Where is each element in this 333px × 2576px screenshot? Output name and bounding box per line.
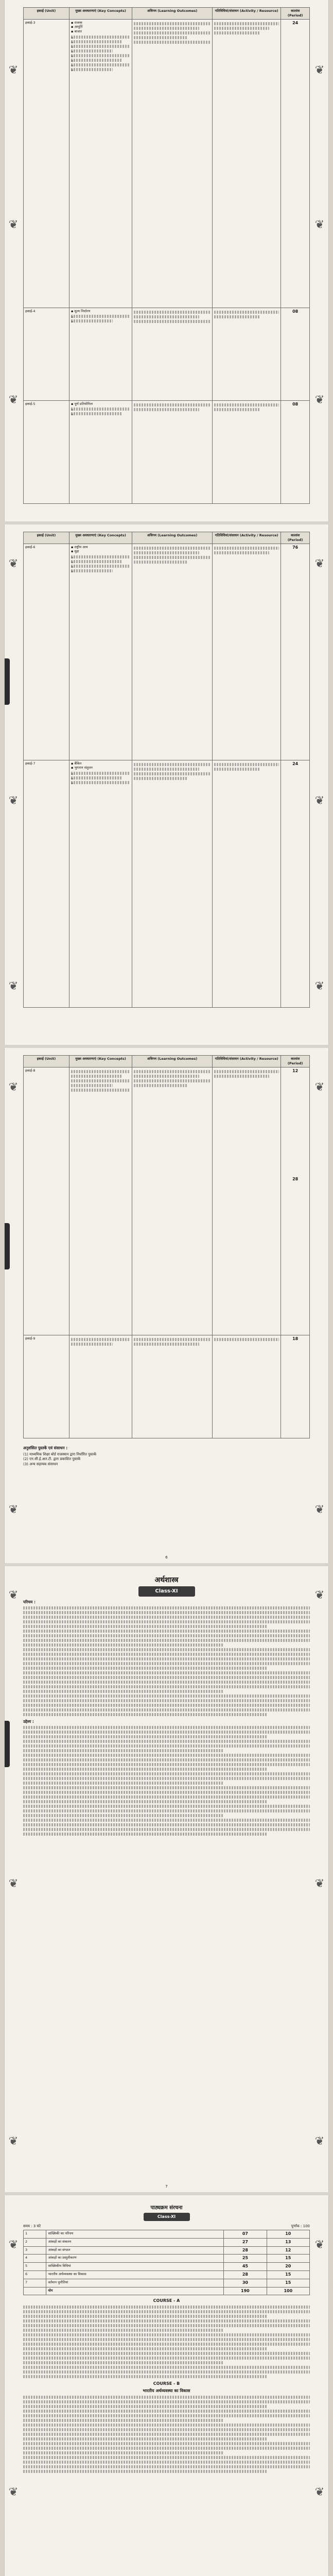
period-cell: 08 xyxy=(281,308,310,400)
leaf-ornament-icon: ❦ xyxy=(314,557,325,570)
key-concepts-cell: ▪ राजस्व ▪ आपूर्ति ▪ बाजार ▪ ▪ ▪ ▪ ▪ ▪ ▪ ▪ xyxy=(69,19,132,308)
col-key: मुख्य अवधारणाएं (Key Concepts) xyxy=(69,532,132,544)
leaf-ornament-icon: ❦ xyxy=(314,980,325,993)
page-number: 6 xyxy=(165,1555,168,1560)
col-outcome: अधिगम (Learning Outcomes) xyxy=(132,1056,213,1067)
period-cell: 12 28 xyxy=(281,1067,310,1335)
activity-cell xyxy=(212,760,281,1007)
activity-cell xyxy=(212,1067,281,1335)
leaf-ornament-icon: ❦ xyxy=(314,1081,325,1094)
key-concepts-cell xyxy=(69,1067,132,1335)
unit-cell: इकाई-5 xyxy=(24,400,69,503)
outcome-cell xyxy=(132,544,213,760)
leaf-ornament-icon: ❦ xyxy=(8,1081,19,1094)
course-b-heading: COURSE - B xyxy=(153,2381,180,2386)
objectives-heading: उद्देश्य : xyxy=(23,1719,34,1724)
page-number: 7 xyxy=(165,2184,168,2189)
period-cell: 24 xyxy=(281,760,310,1007)
outcome-cell xyxy=(132,760,213,1007)
col-activity: गतिविधियां/संसाधन (Activity / Resource) xyxy=(212,8,281,20)
period-cell: 18 xyxy=(281,1335,310,1438)
total-row: योग 190 100 xyxy=(24,2287,310,2295)
class-banner: Class-XI xyxy=(138,1586,195,1597)
course-a-heading: COURSE - A xyxy=(153,2298,180,2303)
course-b-text xyxy=(23,2396,310,2473)
unit-cell: इकाई-6 xyxy=(24,544,69,760)
key-concepts-cell: ▪ राष्ट्रीय आय ▪ मुद्रा ▪ ▪ ▪ ▪ xyxy=(69,544,132,760)
intro-text xyxy=(23,1606,310,1716)
page-3 xyxy=(4,1048,329,1563)
structure-table xyxy=(23,2230,310,2295)
curriculum-table xyxy=(23,1055,310,1438)
activity-cell xyxy=(212,1335,281,1438)
footnote-line: (1) माध्यमिक शिक्षा बोर्ड राजस्थान द्वारा निर्धारित पुस्तकें xyxy=(23,1452,97,1456)
footnote-title: अनुशंसित पुस्तकें एवं संसाधन : xyxy=(23,1445,68,1450)
col-period: कालांश (Period) xyxy=(281,532,310,544)
page-1 xyxy=(4,0,329,521)
period-cell: 08 xyxy=(281,400,310,503)
leaf-ornament-icon: ❦ xyxy=(314,1503,325,1516)
curriculum-table xyxy=(23,532,310,1008)
leaf-ornament-icon: ❦ xyxy=(8,218,19,231)
footnote-line: (2) एन.सी.ई.आर.टी. द्वारा प्रकाशित पुस्तकें xyxy=(23,1457,81,1462)
col-key: मुख्य अवधारणाएं (Key Concepts) xyxy=(69,8,132,20)
leaf-ornament-icon: ❦ xyxy=(8,980,19,993)
course-b-title: भारतीय अर्थव्यवस्था का विकास xyxy=(143,2388,190,2393)
table-row: 1 सांख्यिकी का परिचय 07 10 xyxy=(24,2230,310,2238)
leaf-ornament-icon: ❦ xyxy=(8,1877,19,1890)
leaf-ornament-icon: ❦ xyxy=(8,1589,19,1602)
leaf-ornament-icon: ❦ xyxy=(314,1877,325,1890)
outcome-cell xyxy=(132,1335,213,1438)
outcome-cell xyxy=(132,400,213,503)
leaf-ornament-icon: ❦ xyxy=(314,794,325,807)
leaf-ornament-icon: ❦ xyxy=(314,2239,325,2251)
activity-cell xyxy=(212,544,281,760)
col-period: कालांश (Period) xyxy=(281,8,310,20)
side-tab xyxy=(5,1223,10,1269)
exam-meta xyxy=(23,2224,310,2229)
activity-cell xyxy=(212,19,281,308)
col-activity: गतिविधियां/संसाधन (Activity / Resource) xyxy=(212,532,281,544)
col-outcome: अधिगम (Learning Outcomes) xyxy=(132,8,213,20)
outcome-cell xyxy=(132,19,213,308)
table-row: 2 आंकड़ों का संकलन 27 13 xyxy=(24,2238,310,2246)
leaf-ornament-icon: ❦ xyxy=(314,218,325,231)
exam-time: समय : 3 घंटे xyxy=(23,2224,41,2228)
footnote-line: (3) अन्य सहायक संसाधन xyxy=(23,1462,58,1466)
leaf-ornament-icon: ❦ xyxy=(314,1589,325,1602)
outcome-cell xyxy=(132,308,213,400)
leaf-ornament-icon: ❦ xyxy=(8,64,19,77)
leaf-ornament-icon: ❦ xyxy=(314,2486,325,2499)
period-cell: 24 xyxy=(281,19,310,308)
activity-cell xyxy=(212,400,281,503)
page-4 xyxy=(4,1566,329,2192)
table-row: 3 आंकड़ों का संगठन 28 12 xyxy=(24,2246,310,2255)
leaf-ornament-icon: ❦ xyxy=(8,557,19,570)
page-5 xyxy=(4,2195,329,2576)
course-a-text xyxy=(23,2306,310,2378)
exam-marks: पूर्णांक : 100 xyxy=(291,2224,310,2228)
activity-cell xyxy=(212,308,281,400)
key-concepts-cell: ▪ बैंकिंग ▪ भुगतान संतुलन ▪ ▪ ▪ xyxy=(69,760,132,1007)
key-concepts-cell xyxy=(69,1335,132,1438)
curriculum-table xyxy=(23,7,310,504)
table-row: 6 भारतीय अर्थव्यवस्था का विकास 28 15 xyxy=(24,2270,310,2279)
col-unit: इकाई (Unit) xyxy=(24,8,69,20)
leaf-ornament-icon: ❦ xyxy=(8,794,19,807)
side-tab xyxy=(5,658,10,705)
leaf-ornament-icon: ❦ xyxy=(314,64,325,77)
leaf-ornament-icon: ❦ xyxy=(8,2135,19,2148)
col-unit: इकाई (Unit) xyxy=(24,1056,69,1067)
leaf-ornament-icon: ❦ xyxy=(314,394,325,406)
leaf-ornament-icon: ❦ xyxy=(8,2486,19,2499)
table-row: 5 सांख्यिकीय विधियां 45 20 xyxy=(24,2263,310,2271)
unit-cell: इकाई-3 xyxy=(24,19,69,308)
side-tab xyxy=(5,1721,10,1767)
key-concepts-cell: ▪ मूल्य निर्धारण ▪ ▪ xyxy=(69,308,132,400)
col-activity: गतिविधियां/संसाधन (Activity / Resource) xyxy=(212,1056,281,1067)
period-cell: 76 xyxy=(281,544,310,760)
col-period: कालांश (Period) xyxy=(281,1056,310,1067)
leaf-ornament-icon: ❦ xyxy=(314,2135,325,2148)
col-outcome: अधिगम (Learning Outcomes) xyxy=(132,532,213,544)
table-row: 7 वर्तमान चुनौतियां 30 15 xyxy=(24,2279,310,2287)
key-concepts-cell: ▪ पूर्ण प्रतियोगिता ▪ ▪ xyxy=(69,400,132,503)
col-unit: इकाई (Unit) xyxy=(24,532,69,544)
unit-cell: इकाई-7 xyxy=(24,760,69,1007)
objectives-text xyxy=(23,1726,310,1836)
table-row: 4 आंकड़ों का प्रस्तुतीकरण 25 15 xyxy=(24,2255,310,2263)
unit-cell: इकाई-9 xyxy=(24,1335,69,1438)
outcome-cell xyxy=(132,1067,213,1335)
structure-title: पाठ्यक्रम संरचना xyxy=(150,2205,183,2211)
leaf-ornament-icon: ❦ xyxy=(8,1503,19,1516)
class-banner: Class-XI xyxy=(144,2213,190,2221)
page-2 xyxy=(4,524,329,1045)
intro-heading: परिचय : xyxy=(23,1599,36,1604)
subject-title: अर्थशास्त्र xyxy=(154,1576,179,1584)
col-key: मुख्य अवधारणाएं (Key Concepts) xyxy=(69,1056,132,1067)
unit-cell: इकाई-8 xyxy=(24,1067,69,1335)
leaf-ornament-icon: ❦ xyxy=(8,394,19,406)
unit-cell: इकाई-4 xyxy=(24,308,69,400)
leaf-ornament-icon: ❦ xyxy=(8,2239,19,2251)
